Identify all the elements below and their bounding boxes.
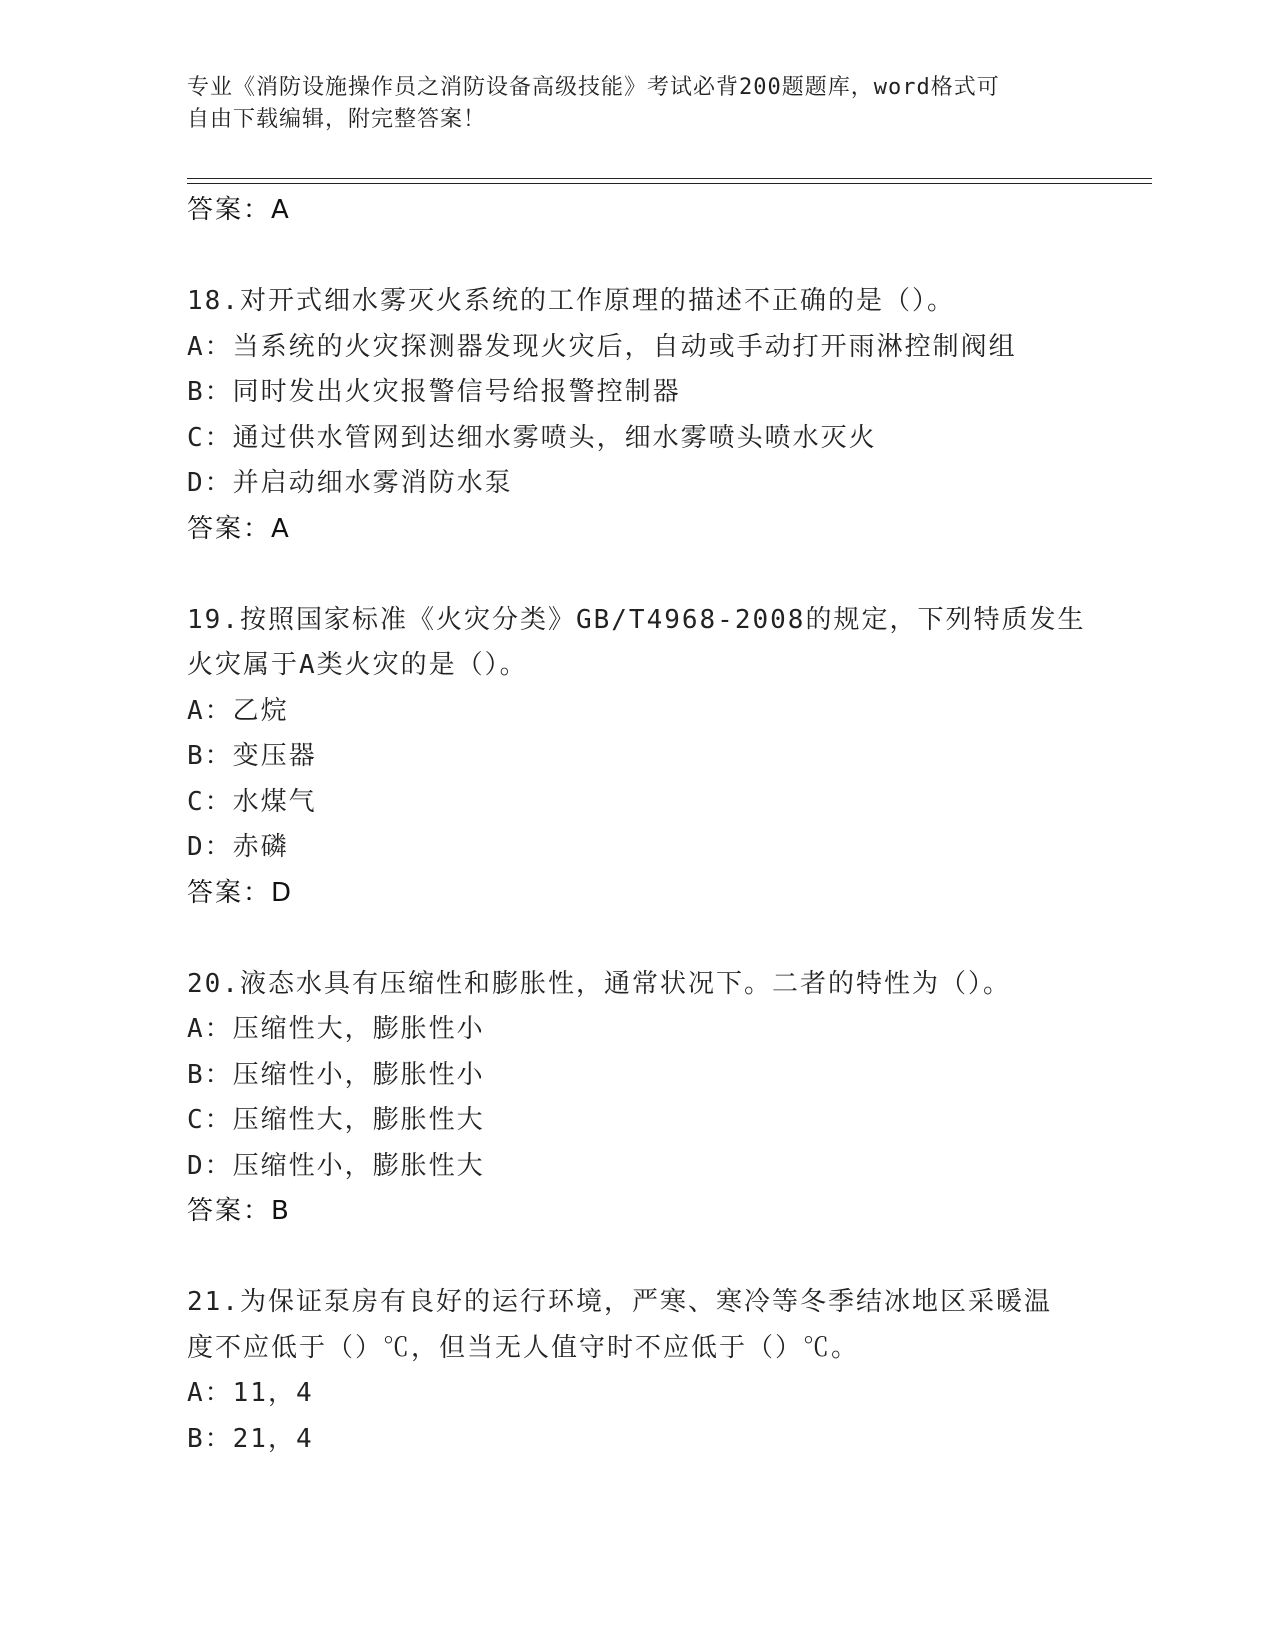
question-18 [187,279,1147,552]
question-stem-continued: 度不应低于（）℃，但当无人值守时不应低于（）℃。 [187,1332,860,1363]
option-c: C：通过供水管网到达细水雾喷头，细水雾喷头喷水灭火 [187,422,877,453]
header-line-1: 专业《消防设施操作员之消防设备高级技能》考试必背200题题库，word格式可 [187,75,1000,100]
option-b: B：压缩性小，膨胀性小 [187,1059,485,1090]
answer: 答案：D [187,877,294,908]
question-content [187,188,1147,1462]
option-d: D：并启动细水雾消防水泵 [187,468,513,498]
option-c: C：压缩性大，膨胀性大 [187,1105,485,1135]
option-b: B：变压器 [187,741,317,771]
spacer [187,234,1147,280]
question-stem: 21.为保证泵房有良好的运行环境，严寒、寒冷等冬季结冰地区采暖温 [187,1287,1052,1317]
option-c: C：水煤气 [187,786,317,817]
question-20 [187,962,1147,1235]
option-a: A：乙烷 [187,695,289,726]
option-d: D：赤磷 [187,832,289,862]
answer: 答案：B [187,1196,291,1226]
question-stem: 18.对开式细水雾灭火系统的工作原理的描述不正确的是（）。 [187,286,955,316]
document-header [187,72,1087,136]
option-d: D：压缩性小，膨胀性大 [187,1150,485,1181]
question-stem-continued: 火灾属于A类火灾的是（）。 [187,650,528,680]
answer: 答案：A [187,513,291,544]
answer-previous: 答案：A [187,195,291,225]
spacer [187,1235,1147,1281]
option-a: A：11，4 [187,1378,314,1408]
question-stem: 19.按照国家标准《火灾分类》GB/T4968-2008的规定，下列特质发生 [187,604,1086,635]
header-divider-top [187,178,1152,179]
question-stem: 20.液态水具有压缩性和膨胀性，通常状况下。二者的特性为（）。 [187,968,1011,999]
spacer [187,916,1147,962]
question-19 [187,598,1147,917]
option-a: A：压缩性大，膨胀性小 [187,1014,485,1044]
spacer [187,552,1147,598]
header-line-2: 自由下载编辑，附完整答案！ [187,107,487,132]
option-a: A：当系统的火灾探测器发现火灾后，自动或手动打开雨淋控制阀组 [187,331,1017,362]
question-21 [187,1280,1147,1462]
option-b: B：21，4 [187,1423,314,1454]
header-divider-bottom [187,183,1152,184]
option-b: B：同时发出火灾报警信号给报警控制器 [187,377,681,407]
